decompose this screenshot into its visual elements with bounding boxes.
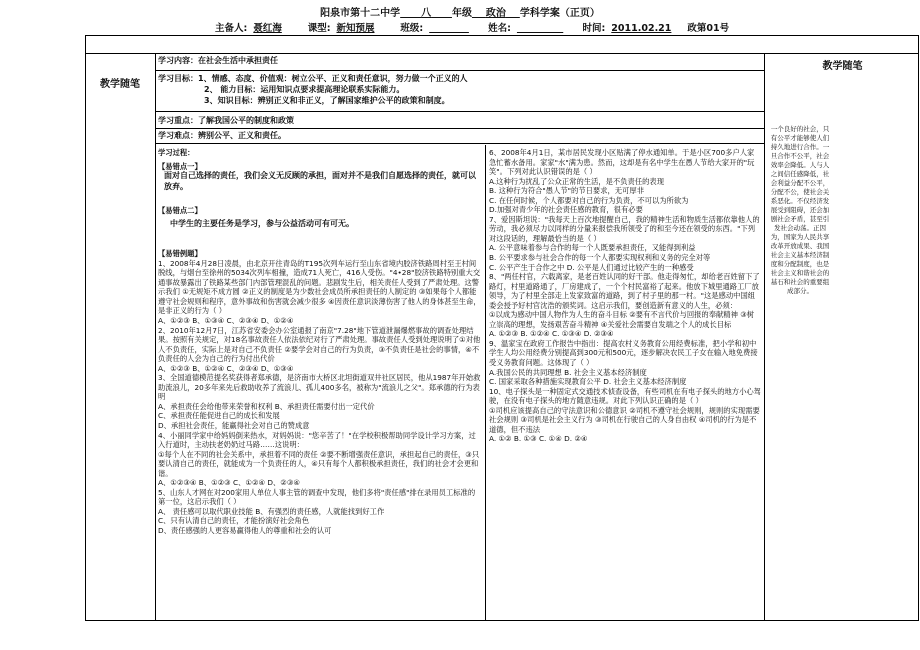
- case-number: 政第01号: [687, 23, 730, 34]
- question-1: 1、2008年4月28日凌晨，由北京开往青岛的T195次列车运行至山东省境内胶济铁路周村至王村间脱线，与烟台至徐州的5034次列车相撞，造成71人死亡，416人受伤。"4•28"胶济铁路特别重大交通事故暴露出了铁路某些部门内部管理混乱的问题。悲剧发生后，相关责任人受到了严肃处理。这警示我们 ①无规矩不成方圆 ②正义的制度是为少数社会成员所承担责任的人制定的 ③如果每个人都能遵守社会规则和程序，意外事故和伤害就会减少很多 ④因责任意识淡薄伤害了他人的身体甚至生命，是非正义的行为（ ）: [158, 258, 481, 316]
- main-content: [155, 53, 764, 621]
- question-6-option-d: D.加强对青少年的社会责任感的教育，很有必要: [489, 205, 643, 215]
- question-10-options: A. ①② B. ①③ C. ①④ D. ②④: [489, 434, 588, 444]
- error-point-1-title: 【易错点一】: [158, 161, 202, 171]
- question-4-items: ①每个人在不同的社会关系中，承担着不同的责任 ②要不断增强责任意识，承担起自己的责任，③只要认清自己的责任，就能成为一个负责任的人，④只有每个人都积极承担责任，我们的社会才会更和谐。: [158, 449, 480, 478]
- document-title: 阳泉市第十二中学 八 年级 政治 学科学案（正页）: [320, 8, 600, 19]
- question-3-option-c: C、承担责任能促进自己的成长和发展: [158, 411, 280, 421]
- question-5: 5、山东人才网在对200家用人单位人事主管的调查中发现，他们多将"责任感"排在录用员工标准的第一位，这启示我们（ ）: [158, 487, 476, 507]
- right-study-column: [489, 148, 761, 444]
- error-point-1-text: 面对自己选择的责任，我们会义无反顾的承担，面对并不是我们自愿选择的责任，就可以放弃。: [164, 171, 476, 191]
- question-10-items: ①司机应该提高自己的守法意识和公德意识 ②司机不遵守社会规则，规则的实现需要社会规则 ③司机是社会主义行为 ③司机在行驶自己的人身自由权 ④司机的行为是不道德，但不违法: [489, 405, 760, 434]
- lesson-type: 新知预展: [336, 23, 375, 34]
- question-9-option-cd: C. 国家采取各种措施实现教育公平 D. 社会主义基本经济制度: [489, 377, 687, 387]
- question-6-option-c: C. 在任何时候，个人都要对自己的行为负责，不可以为所欲为: [489, 195, 689, 205]
- document-meta-line: 主备人: 聂红海 课型: 新知预展 班级: 姓名: 时间: 2011.02.21 政第01号: [215, 23, 730, 34]
- left-study-column: [158, 148, 482, 536]
- error-point-2-text: 中学生的主要任务是学习，参与公益活动可有可无。: [170, 218, 354, 228]
- question-5-option-ab: A、 责任感可以取代职业技能 B、有强烈的责任感，人就能找到好工作: [158, 506, 385, 516]
- column-divider: [485, 145, 486, 621]
- preparer: 聂红海: [253, 23, 282, 34]
- question-5-option-d: D、责任感强的人更容易赢得他人的尊重和社会的认可: [158, 526, 332, 535]
- question-8: 8、"两任村官，六载离家，是老百姓认同的好干部。他走得匆忙，却给老百姓留下了路灯，村里道路通了，厂房建成了，一个个村民富裕了起来。他放下城里通路工厂放领导，为了村里全部走上发家致富的道路，到了村子里的那一村。"这是感动中国组委会授予好村官沈浩的颁奖词。这启示我们，要创造新有意义的人生，必须：: [489, 272, 760, 310]
- sidebar-notes: 一个良好的社会，只有公平才能够使人们持久地进行合作。一旦合作不公平，社会效率会降低。人与人之间信任感降低，社会利益分配不公平，分配不公，使社会关系恶化。不仅经济发展受到阻碍，还会加剧社会矛盾，甚至引发社会动荡。正因为，国家为人民共享改革开放成果、我国社会主义基本经济制度和分配制度，也是社会主义和谐社会的基石和社会的重要组成部分。: [770, 125, 830, 295]
- question-3-option-ab: A、承担责任会给他带来荣誉和权利 B、承担责任需要付出一定代价: [158, 401, 375, 411]
- question-9: 9、温家宝在政府工作报告中指出：提高农村义务教育公用经费标准，把小学和初中学生人均公用经费分别提高到300元和500元，逐步解决农民工子女在输入地免费接受义务教育问题。这体现了（ ）: [489, 338, 758, 368]
- right-column-header: 教学随笔: [822, 61, 863, 72]
- process-heading: 学习过程：: [158, 148, 195, 157]
- question-4-options: A、①②③④ B、①②③ C、①②④ D、②③④: [158, 478, 300, 488]
- question-2-options: A、①②③ B、①②④ C、②③④ D、①③④: [158, 363, 294, 373]
- question-10: 10、电子探头是一种固定式交通技术侦查设备，有些司机在有电子探头的地方小心驾驶，在没有电子探头的地方随意违规。对此下列认识正确的是（ ）: [489, 386, 761, 406]
- error-point-2-title: 【易错点二】: [158, 206, 202, 216]
- error-examples-title: 【易错例题】: [158, 249, 202, 259]
- question-1-options: A、①②③ B、①③④ C、②③④ D、①②④: [158, 315, 294, 325]
- question-2: 2、2010年12月7日，江苏省安委会办公室通报了南京"7.28"地下管道泄漏爆燃事故的调查处理结果。按照有关规定，对18名事故责任人依法依纪对行了严肃处理。事故责任人受到处理说明了①对他人不负责任，实际上是对自己不负责任 ②要学会对自己的行为负责，③不负责任是社会的事情，④不负责任的人会为自己的行为付出代价: [158, 325, 481, 364]
- learning-difficulties: 学习难点：辨别公平、正义和责任。: [158, 131, 286, 140]
- question-5-option-c: C、只有认清自己的责任，才能扮演好社会角色: [158, 516, 310, 526]
- question-7-option-a: A. 公平意味着参与合作的每一个人既要承担责任，又能得到利益: [489, 243, 696, 253]
- question-6-option-a: A.这种行为扰乱了公众正常的生活，是不负责任的表现: [489, 176, 665, 186]
- top-header-row: [85, 35, 919, 54]
- question-9-option-ab: A.我国公民的共同理想 B. 社会主义基本经济制度: [489, 367, 647, 377]
- left-notes-column: [85, 53, 156, 621]
- learning-goals: 学习目标：1、情感、态度、价值观：树立公平、正义和责任意识，努力做一个正义的人 2、 能力目标：运用知识点要求提高理论联系实际能力。 3、知识目标：辨别正义和非正义，了解国家维护公平的政策和制度。: [158, 74, 468, 105]
- learning-key-points: 学习重点：了解我国公平的制度和政策: [158, 116, 294, 125]
- question-7-option-b: B. 公平要求参与社会合作的每一个人都要实现权利和义务的完全对等: [489, 253, 711, 263]
- learning-content: 学习内容：在社会生活中承担责任: [158, 56, 278, 65]
- date: 2011.02.21: [611, 23, 672, 34]
- left-column-header: 教学随笔: [100, 79, 140, 90]
- question-6: 6、2008年4月1日，某市居民发现小区贴满了停水通知单。于是小区700多户人家急忙蓄水备用。家家"水"满为患。然而，这却是有名中学生在愚人节给大家开的"玩笑"。下列对此认识错误的是（ ）: [489, 148, 755, 177]
- question-4: 4、小丽同学家中给妈妈倒来热水，对妈妈说："您辛苦了！"在学校积极帮助同学设计学习方案，过入行道时，主动扶老奶奶过马路……这说明：: [158, 430, 476, 450]
- question-3-option-d: D、承担社会责任，能赢得社会对自己的赞成意: [158, 420, 310, 430]
- question-7-option-cd: C. 公平产生于合作之中 D. 公平是人们通过比较产生的一种感受: [489, 262, 694, 272]
- question-7: 7、爱因斯坦说："我每天上百次地提醒自己，我的精神生活和物质生活都依靠他人的劳动，我必须尽力以同样的分量来报偿我所领受了的和至今还在领受的东西。"下列对这段话的，理解最恰当的是（ ）: [489, 214, 760, 243]
- question-6-option-b: B. 这种行为符合"愚人节"的节日要求，无可厚非: [489, 186, 644, 196]
- question-8-items: ①以成为感动中国人物作为人生的奋斗目标 ②要有不言代价与回报的奉献精神 ③树立崇高的理想，发扬艰苦奋斗精神 ④关爱社会需要自发端之个人的成长目标: [489, 310, 755, 329]
- question-3: 3、全国道德模范提名奖获得者郑承德，是济南市大桥区北坦街道双井社区居民，他从1987年开始救助流浪儿，20多年来先后救助收养了流浪儿、孤儿400多名，被称为"流浪儿之父"。郑承德的行为表明: [158, 373, 481, 402]
- question-8-options: A. ①②③ B. ①②④ C. ①③④ D. ②③④: [489, 329, 614, 339]
